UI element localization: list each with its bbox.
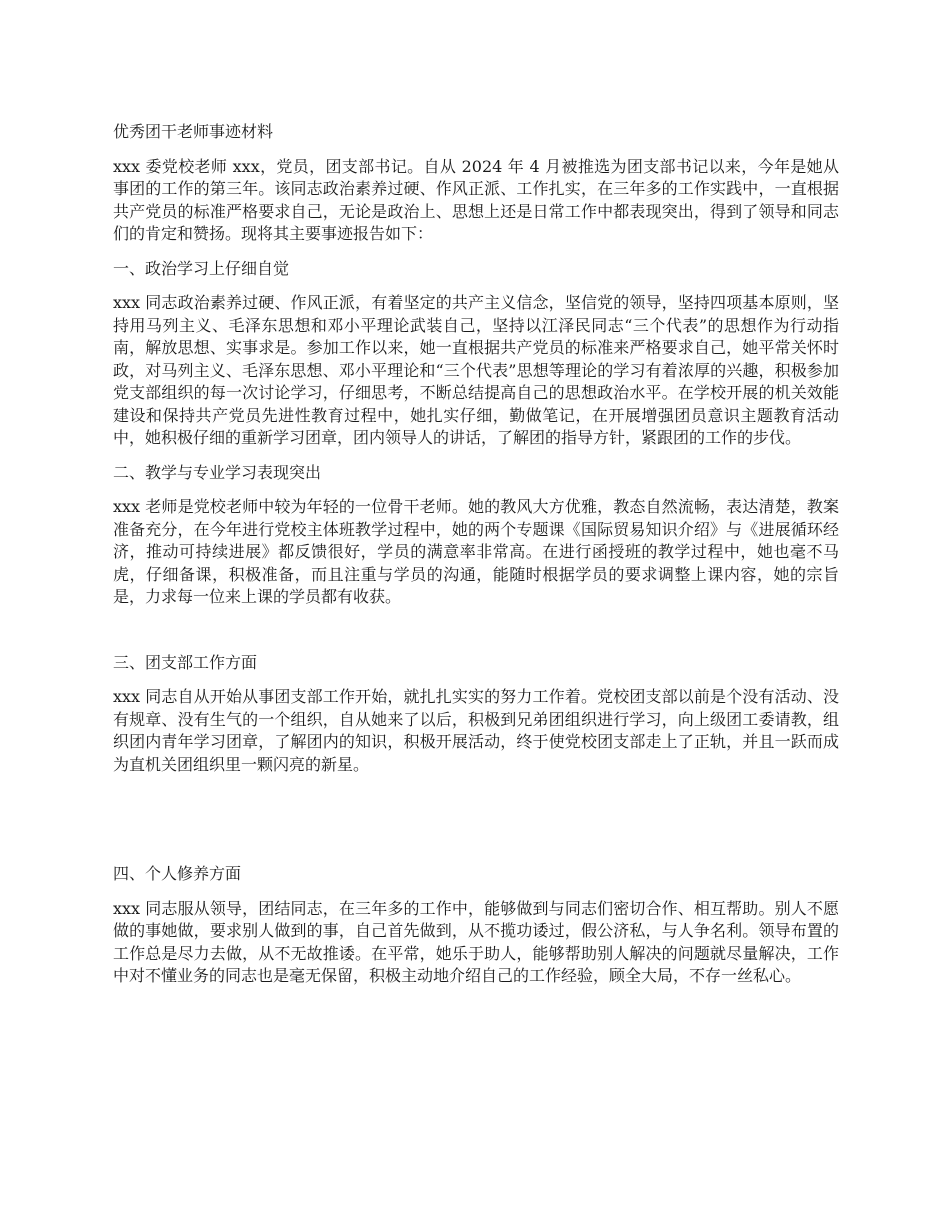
intro-paragraph: xxx 委党校老师 xxx，党员，团支部书记。自从 2024 年 4 月被推选为团支部书记以来，今年是她从事团的工作的第三年。该同志政治素养过硬、作风正派、工作扎实，在三年多的工作实践中，一直根据共产党员的标准严格要求自己，无论是政治上、思想上还是日常工作中都表现突出，得到了领导和同志们的肯定和赞扬。现将其主要事迹报告如下： [113, 156, 839, 243]
document-title: 优秀团干老师事迹材料 [113, 122, 274, 141]
section-body-league-branch: xxx 同志自从开始从事团支部工作开始，就扎扎实实的努力工作着。党校团支部以前是个没有活动、没有规章、没有生气的一个组织，自从她来了以后，积极到兄弟团组织进行学习，向上级团工委请教，组织团内青年学习团章，了解团内的知识，积极开展活动，终于使党校团支部走上了正轨，并且一跃而成为直机关团组织里一颗闪亮的新星。 [113, 687, 839, 774]
section-heading-political-study: 一、政治学习上仔细自觉 [113, 258, 290, 278]
section-heading-teaching: 二、教学与专业学习表现突出 [113, 462, 322, 482]
section-body-personal: xxx 同志服从领导，团结同志，在三年多的工作中，能够做到与同志们密切合作、相互帮助。别人不愿做的事她做，要求别人做到的事，自己首先做到，从不揽功诿过，假公济私，与人争名利。领导布置的工作总是尽力去做，从不无故推诿。在平常，她乐于助人，能够帮助别人解决的问题就尽量解决，工作中对不懂业务的同志也是毫无保留，积极主动地介绍自己的工作经验，顾全大局，不存一丝私心。 [113, 898, 839, 985]
section-body-political-study: xxx 同志政治素养过硬、作风正派，有着坚定的共产主义信念，坚信党的领导，坚持四项基本原则，坚持用马列主义、毛泽东思想和邓小平理论武装自己，坚持以江泽民同志“三个代表”的思想作为行动指南，解放思想、实事求是。参加工作以来，她一直根据共产党员的标准来严格要求自己，她平常关怀时政，对马列主义、毛泽东思想、邓小平理论和“三个代表”思想等理论的学习有着浓厚的兴趣，积极参加党支部组织的每一次讨论学习，仔细思考，不断总结提高自己的思想政治水平。在学校开展的机关效能建设和保持共产党员先进性教育过程中，她扎实仔细，勤做笔记，在开展增强团员意识主题教育活动中，她积极仔细的重新学习团章，团内领导人的讲话，了解团的指导方针，紧跟团的工作的步伐。 [113, 293, 839, 447]
section-heading-personal: 四、个人修养方面 [113, 864, 242, 883]
blank-line [113, 621, 839, 652]
section-heading-league-branch: 三、团支部工作方面 [113, 652, 258, 672]
section-body-teaching: xxx 老师是党校老师中较为年轻的一位骨干老师。她的教风大方优雅，教态自然流畅，表达清楚，教案准备充分，在今年进行党校主体班教学过程中，她的两个专题课《国际贸易知识介绍》与《进展循环经济，推动可持续进展》都反馈很好，学员的满意率非常高。在进行函授班的教学过程中，她也毫不马虎，仔细备课，积极准备，而且注重与学员的沟通，能随时根据学员的要求调整上课内容，她的宗旨是，力求每一位来上课的学员都有收获。 [113, 497, 839, 606]
document-body [113, 121, 839, 1000]
blank-lines [113, 788, 839, 863]
